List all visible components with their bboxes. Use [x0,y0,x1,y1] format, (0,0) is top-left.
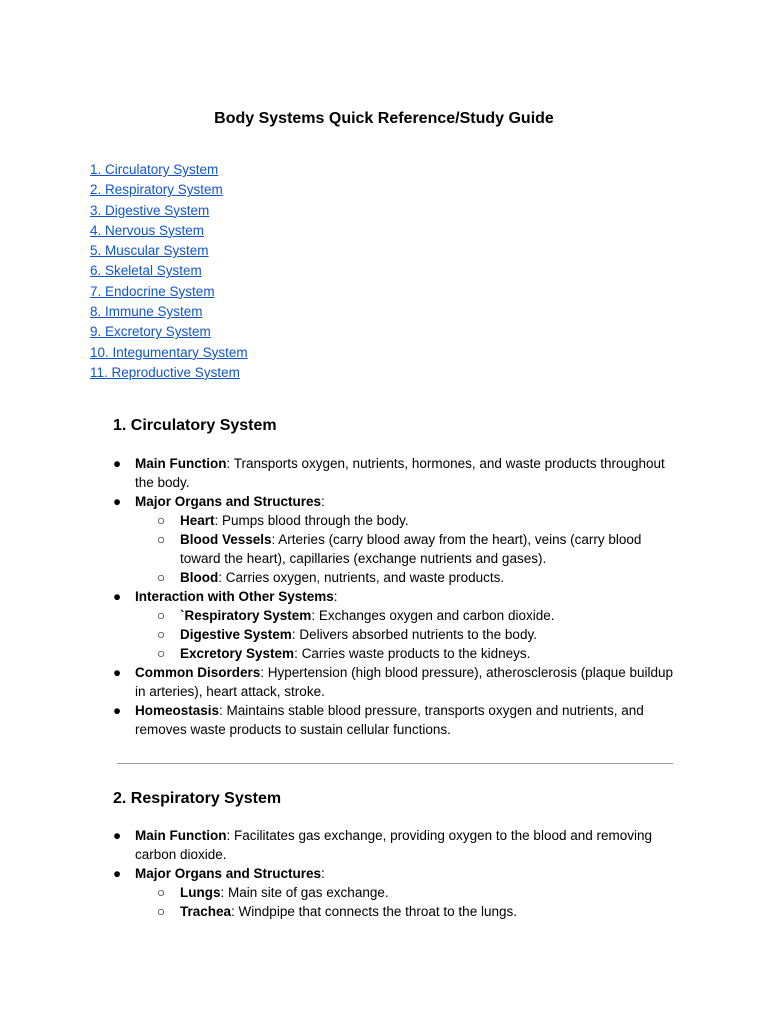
item-text: : Exchanges oxygen and carbon dioxide. [311,608,555,623]
bullet-icon: ● [113,866,122,881]
sub-list [135,606,673,663]
list-item [113,701,673,739]
sub-list-item [135,902,673,921]
item-label: `Respiratory System [180,608,312,623]
toc-item [90,201,248,221]
circle-bullet-icon: ○ [157,513,166,528]
toc-link-digestive[interactable]: 3. Digestive System [90,202,210,218]
circle-bullet-icon: ○ [157,627,166,642]
item-label: Main Function [135,828,227,843]
bullet-icon: ● [113,456,122,471]
item-label: Lungs [180,885,221,900]
list-item [113,492,673,587]
toc-item [90,363,248,383]
document-title: Body Systems Quick Reference/Study Guide [214,110,554,127]
item-label: Major Organs and Structures [135,866,322,881]
toc-link-circulatory[interactable]: 1. Circulatory System [90,162,219,177]
toc-item [90,302,248,322]
item-label: Major Organs and Structures [135,494,322,509]
toc-item [90,282,248,302]
toc-link-immune[interactable]: 8. Immune System [90,304,203,320]
circulatory-bullet-list [113,454,673,739]
sub-list-item [135,883,673,902]
toc-item [90,241,248,261]
toc-item [90,343,248,363]
sub-list-item [135,568,673,587]
item-label: Excretory System [180,646,295,661]
item-text: : Arteries (carry blood away from the heart), veins (carry blood toward the heart), capillaries (exchange nutrients and gases). [180,532,642,566]
circle-bullet-icon: ○ [157,885,166,900]
toc-item [90,261,248,281]
item-text: : Delivers absorbed nutrients to the body. [291,627,537,642]
toc-link-skeletal[interactable]: 6. Skeletal System [90,263,202,279]
sub-list-item [135,606,673,625]
list-item [113,864,673,921]
item-text: : Carries waste products to the kidneys. [294,646,531,661]
item-label: Digestive System [180,627,292,642]
toc-link-integumentary[interactable]: 10. Integumentary System [90,344,248,360]
toc-link-excretory[interactable]: 9. Excretory System [90,324,211,340]
toc-link-respiratory[interactable]: 2. Respiratory System [90,182,223,198]
bullet-icon: ● [113,828,122,843]
item-text: : Facilitates gas exchange, providing oxygen to the blood and removing carbon dioxide. [135,828,653,862]
item-label: Blood [180,570,219,585]
circle-bullet-icon: ○ [157,570,166,585]
respiratory-bullet-list [113,826,673,921]
toc-link-reproductive[interactable]: 11. Reproductive System [90,364,240,380]
circle-bullet-icon: ○ [157,904,166,919]
toc-item [90,322,248,342]
circle-bullet-icon: ○ [157,646,166,661]
item-text: : [321,494,325,509]
bullet-icon: ● [113,589,122,604]
item-label: Main Function [135,456,227,471]
item-label: Interaction with Other Systems [135,589,334,604]
table-of-contents [90,160,248,383]
item-label: Common Disorders [135,665,261,680]
bullet-icon: ● [113,494,122,509]
sub-list-item [135,530,673,568]
sub-list [135,511,673,587]
toc-item [90,180,248,200]
item-text: : Hypertension (high blood pressure), atherosclerosis (plaque buildup in arteries), heart attack, stroke. [135,665,674,699]
list-item [113,454,673,492]
item-label: Blood Vessels [180,532,272,547]
bullet-icon: ● [113,703,122,718]
list-item [113,826,673,864]
circle-bullet-icon: ○ [157,608,166,623]
item-text: : [321,866,325,881]
item-text: : Windpipe that connects the throat to the lungs. [231,904,517,919]
item-text: : Carries oxygen, nutrients, and waste products. [218,570,505,585]
toc-link-muscular[interactable]: 5. Muscular System [90,243,209,259]
sub-list-item [135,511,673,530]
list-item [113,587,673,663]
sub-list-item [135,644,673,663]
item-text: : Maintains stable blood pressure, transports oxygen and nutrients, and removes waste products to sustain cellular functions. [135,703,644,737]
bullet-icon: ● [113,665,122,680]
section-heading-respiratory: 2. Respiratory System [113,790,282,807]
item-label: Heart [180,513,215,528]
toc-item [90,221,248,241]
toc-link-nervous[interactable]: 4. Nervous System [90,222,205,238]
sub-list [135,883,673,921]
sub-list-item [135,625,673,644]
item-label: Homeostasis [135,703,220,718]
item-text: : Main site of gas exchange. [220,885,389,900]
item-text: : Transports oxygen, nutrients, hormones, and waste products throughout the body. [135,456,665,490]
section-heading-circulatory: 1. Circulatory System [113,417,277,434]
list-item [113,663,673,701]
item-text: : [333,589,338,604]
toc-item [90,160,248,180]
toc-link-endocrine[interactable]: 7. Endocrine System [90,283,215,299]
item-text: : Pumps blood through the body. [214,513,409,528]
item-label: Trachea [180,904,232,919]
horizontal-divider [117,763,673,764]
circle-bullet-icon: ○ [157,532,166,547]
